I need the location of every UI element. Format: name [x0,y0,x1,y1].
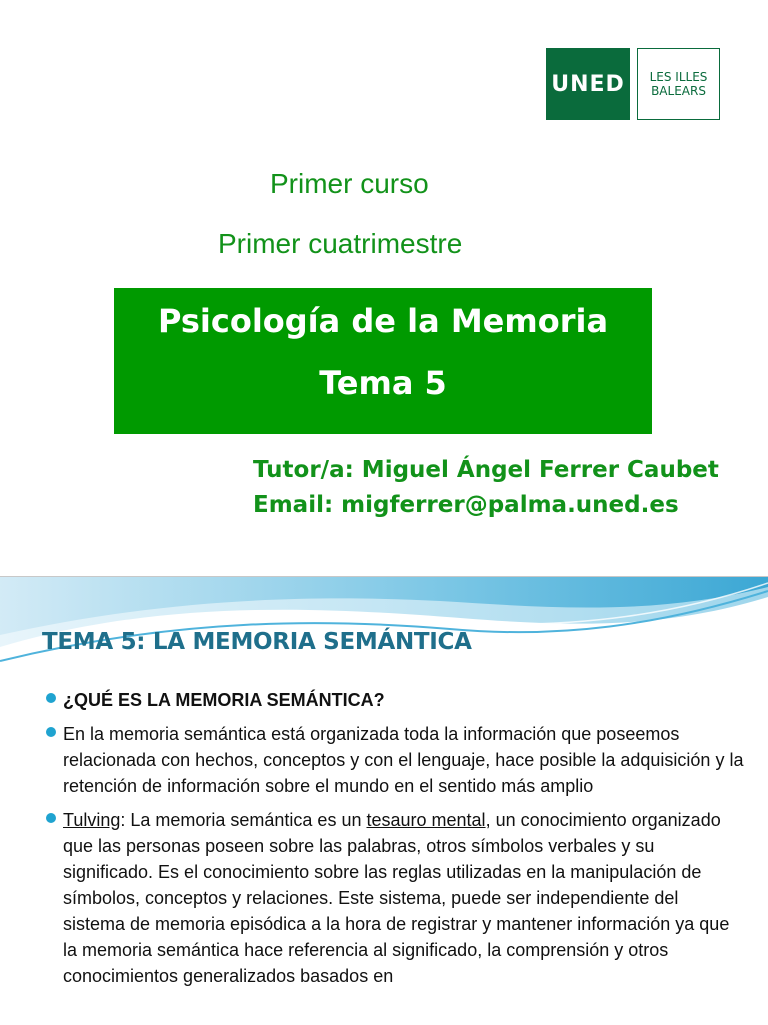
bullet-icon [46,727,56,737]
uned-logo-text: UNED [551,71,625,97]
subject-banner [114,288,652,434]
region-logo-line2: BALEARS [651,84,706,98]
tutor-line: Tutor/a: Miguel Ángel Ferrer Caubet [253,457,719,483]
bullet-list [44,687,744,997]
bullet-text: : La memoria semántica es un [120,810,367,830]
subject-title: Psicología de la Memoria [157,302,609,340]
bullet-term: tesauro mental [366,810,486,830]
term-label: Primer cuatrimestre [218,228,463,259]
bullet-text: En la memoria semántica está organizada toda la información que poseemos relacionada con hechos, conceptos y con el lenguaje, hace posible la adquisición y la retención de información sobre el mundo en el sentido más amplio [63,724,744,796]
bullet-icon [46,693,56,703]
bullet-icon [46,813,56,823]
list-item [44,721,744,799]
uned-logo [546,48,630,120]
course-label: Primer curso [270,168,429,199]
list-item [44,687,744,713]
region-logo-line1: LES ILLES [649,70,708,84]
region-logo [637,48,720,120]
content-slide [0,576,768,1025]
topic-title: Tema 5 [319,364,447,402]
bullet-author: Tulving [63,810,121,830]
bullet-text: , un conocimiento organizado que las personas poseen sobre las palabras, otros símbolos verbales y su significado. Es el conocimiento sobre las reglas utilizadas en la manipulación de símbolos, conceptos y relaciones. Este sistema, puede ser independiente del sistema de memoria episódica a la hora de registrar y mantener información ya que la memoria semántica hace referencia al significado, la comprensión y otros conocimientos generalizados basados en [63,810,730,986]
bullet-text: ¿QUÉ ES LA MEMORIA SEMÁNTICA? [63,690,385,710]
list-item [44,807,744,989]
email-line: Email: migferrer@palma.uned.es [253,492,679,518]
slide-heading: TEMA 5: LA MEMORIA SEMÁNTICA [42,629,472,655]
